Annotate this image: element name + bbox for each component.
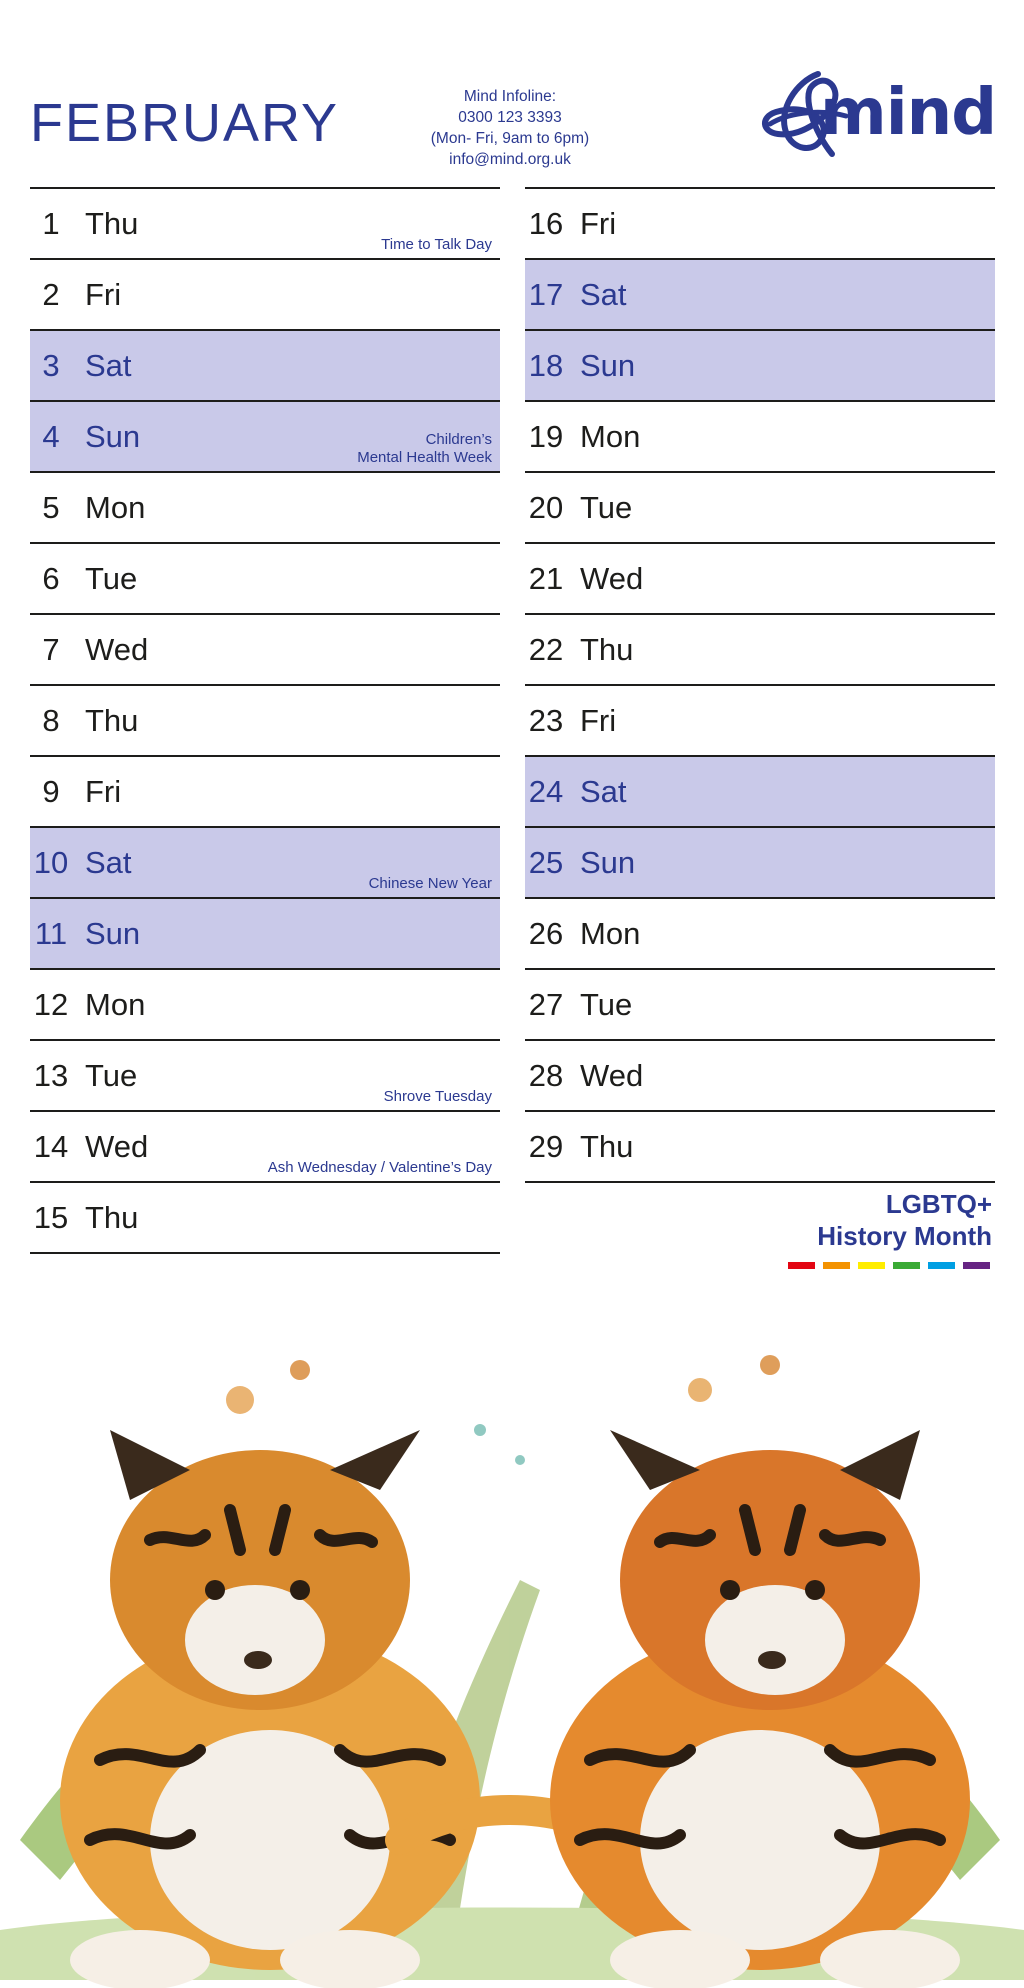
calendar-day-row	[30, 897, 500, 968]
awareness-line1: LGBTQ+	[885, 1189, 992, 1219]
day-number: 7	[42, 632, 60, 667]
month-title: FEBRUARY	[30, 93, 340, 153]
day-number: 19	[528, 419, 564, 454]
calendar-day-row	[30, 1181, 500, 1254]
calendar-day-row	[30, 1039, 500, 1110]
rainbow-segment	[963, 1262, 990, 1269]
day-number: 23	[528, 703, 564, 738]
day-number: 6	[42, 561, 60, 596]
rainbow-segment	[928, 1262, 955, 1269]
day-event-note	[268, 1159, 492, 1177]
day-number: 17	[528, 277, 564, 312]
day-number: 18	[528, 348, 564, 383]
day-name: Thu	[580, 1129, 634, 1164]
day-event-note-line: Shrove Tuesday	[383, 1088, 492, 1105]
infoline-block	[390, 86, 630, 170]
day-number: 9	[42, 774, 60, 809]
calendar-day-row	[30, 400, 500, 471]
day-name: Wed	[85, 1129, 149, 1164]
day-event-note	[384, 1088, 492, 1106]
day-number: 2	[42, 277, 60, 312]
calendar-day-row	[525, 542, 995, 613]
tiger-cub-left	[60, 1430, 480, 1988]
calendar-day-row	[525, 187, 995, 258]
day-name: Sat	[580, 277, 627, 312]
day-name: Fri	[580, 703, 617, 738]
day-number: 24	[528, 774, 564, 809]
day-name: Sat	[580, 774, 627, 809]
calendar-day-row	[525, 684, 995, 755]
day-event-note	[381, 236, 492, 254]
day-event-note-line: Time to Talk Day	[381, 236, 492, 253]
day-number: 4	[42, 419, 60, 454]
calendar-column-right	[525, 187, 995, 1183]
calendar-day-row	[30, 826, 500, 897]
day-event-note-line: Children’s	[425, 431, 492, 448]
day-number: 20	[528, 490, 564, 525]
calendar-day-row	[525, 897, 995, 968]
day-number: 22	[528, 632, 564, 667]
day-number: 25	[528, 845, 564, 880]
calendar-day-row	[525, 258, 995, 329]
day-name: Fri	[85, 774, 122, 809]
day-name: Tue	[85, 1058, 138, 1093]
rainbow-stripe	[788, 1262, 994, 1272]
calendar-day-row	[525, 329, 995, 400]
day-name: Thu	[85, 703, 139, 738]
day-number: 14	[33, 1129, 69, 1164]
calendar-day-row	[525, 1039, 995, 1110]
calendar-day-row	[525, 826, 995, 897]
tiger-cubs-illustration	[0, 1280, 1024, 1988]
calendar-day-row	[30, 187, 500, 258]
day-number: 1	[42, 206, 60, 241]
infoline-email: info@mind.org.uk	[449, 151, 571, 168]
infoline-hours: (Mon- Fri, 9am to 6pm)	[430, 130, 590, 147]
calendar-day-row	[30, 1110, 500, 1181]
awareness-label	[817, 1188, 992, 1252]
day-name: Mon	[580, 916, 641, 951]
day-number: 16	[528, 206, 564, 241]
day-name: Thu	[580, 632, 634, 667]
day-number: 13	[33, 1058, 69, 1093]
day-name: Mon	[85, 490, 146, 525]
day-name: Sun	[580, 348, 636, 383]
day-number: 21	[528, 561, 564, 596]
day-name: Tue	[580, 987, 633, 1022]
calendar-day-row	[525, 471, 995, 542]
day-event-note	[357, 431, 492, 467]
day-name: Sat	[85, 845, 132, 880]
day-name: Sun	[580, 845, 636, 880]
day-number: 27	[528, 987, 564, 1022]
tiger-cub-right	[550, 1430, 970, 1988]
day-name: Mon	[580, 419, 641, 454]
calendar-day-row	[525, 613, 995, 684]
day-number: 8	[42, 703, 60, 738]
day-number: 28	[528, 1058, 564, 1093]
day-number: 12	[33, 987, 69, 1022]
day-name: Sun	[85, 419, 141, 454]
calendar-day-row	[30, 542, 500, 613]
day-name: Sat	[85, 348, 132, 383]
day-number: 26	[528, 916, 564, 951]
day-number: 5	[42, 490, 60, 525]
calendar-day-row	[30, 755, 500, 826]
day-number: 10	[33, 845, 69, 880]
calendar-column-left	[30, 187, 500, 1254]
day-event-note-line: Ash Wednesday / Valentine’s Day	[267, 1159, 492, 1176]
day-name: Wed	[85, 632, 149, 667]
day-name: Thu	[85, 206, 139, 241]
day-name: Fri	[580, 206, 617, 241]
rainbow-segment	[893, 1262, 920, 1269]
rainbow-segment	[788, 1262, 815, 1269]
day-name: Tue	[580, 490, 633, 525]
day-name: Wed	[580, 561, 644, 596]
calendar-day-row	[30, 329, 500, 400]
awareness-line2: History Month	[817, 1221, 992, 1251]
day-event-note-line: Chinese New Year	[368, 875, 492, 892]
day-name: Wed	[580, 1058, 644, 1093]
rainbow-segment	[823, 1262, 850, 1269]
rainbow-segment	[858, 1262, 885, 1269]
calendar-day-row	[30, 684, 500, 755]
day-number: 15	[33, 1200, 69, 1235]
day-number: 11	[34, 916, 68, 951]
infoline-phone: 0300 123 3393	[458, 109, 562, 126]
calendar-day-row	[525, 968, 995, 1039]
calendar-day-row	[30, 968, 500, 1039]
day-name: Mon	[85, 987, 146, 1022]
calendar-day-row	[30, 471, 500, 542]
mind-logo-wordmark: mind	[820, 76, 996, 150]
day-event-note-line: Mental Health Week	[357, 449, 492, 466]
calendar-day-row	[30, 613, 500, 684]
calendar-day-row	[525, 400, 995, 471]
day-name: Sun	[85, 916, 141, 951]
day-number: 3	[42, 348, 60, 383]
day-number: 29	[528, 1129, 564, 1164]
mind-logo	[756, 62, 996, 172]
calendar-day-row	[30, 258, 500, 329]
day-name: Thu	[85, 1200, 139, 1235]
day-name: Fri	[85, 277, 122, 312]
infoline-title: Mind Infoline:	[463, 88, 557, 105]
calendar-day-row	[525, 755, 995, 826]
day-name: Tue	[85, 561, 138, 596]
calendar-day-row	[525, 1110, 995, 1183]
day-event-note	[369, 875, 492, 893]
